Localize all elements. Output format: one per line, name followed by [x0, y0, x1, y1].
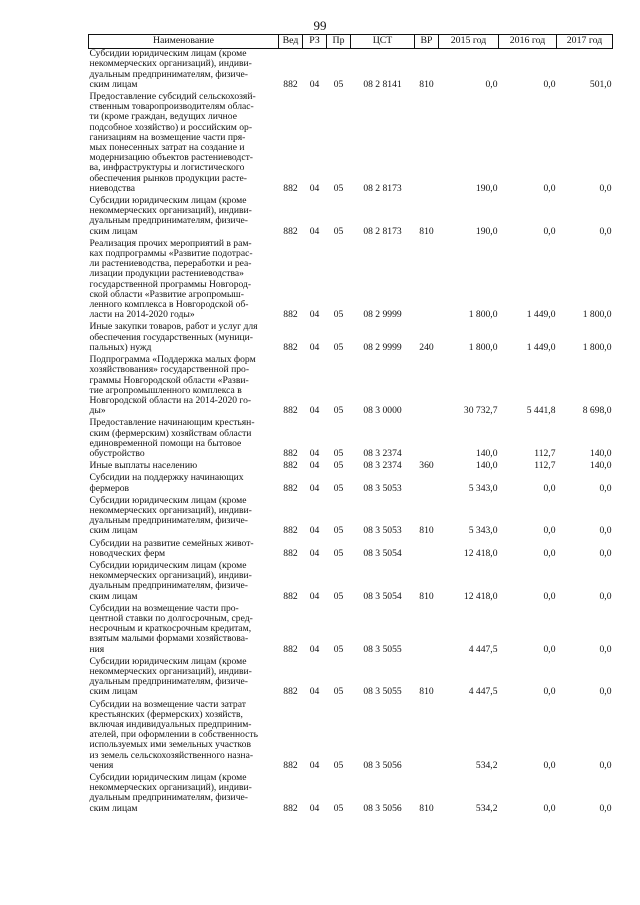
row-cst: 08 2 9999	[363, 309, 402, 321]
row-name-line: Субсидии юридическим лицам (кроме	[89, 559, 247, 571]
row-name-line: ниеводства	[89, 182, 136, 194]
row-name	[89, 418, 279, 461]
row-vr	[415, 355, 439, 418]
row-name-line: некоммерческих организаций), индиви-	[89, 504, 252, 516]
table-row	[89, 473, 613, 495]
row-2015: 30 732,7	[463, 405, 498, 417]
row-2017: 0,0	[599, 547, 612, 559]
row-name-line: ленного комплекса в Новгородской об-	[89, 299, 249, 311]
row-name-line: граммы Новгородской области «Разви-	[89, 374, 249, 386]
row-2016: 1 449,0	[526, 341, 556, 353]
row-cst: 08 3 5054	[363, 590, 402, 602]
budget-table	[88, 34, 613, 816]
row-vr: 810	[419, 686, 434, 698]
row-2016: 0,0	[543, 686, 556, 698]
row-name-line: центной ставки по долгосрочным, сред-	[89, 612, 253, 624]
table-row	[89, 49, 613, 92]
row-name	[89, 196, 279, 239]
row-ved: 882	[283, 759, 298, 771]
row-2017: 1 800,0	[582, 341, 612, 353]
row-name-line: Субсидии на развитие семейных живот-	[89, 537, 254, 549]
row-name-line: обеспечения государственных (муници-	[89, 331, 254, 343]
header-ved: Вед	[279, 35, 303, 49]
row-vr	[415, 700, 439, 773]
row-name-line: подсобное хозяйство) и российским ор-	[89, 121, 253, 133]
row-pr: 05	[333, 405, 344, 417]
header-cst: ЦСТ	[351, 35, 415, 49]
row-2017: 0,0	[599, 759, 612, 771]
row-pr: 05	[333, 482, 344, 494]
row-name-line: ским лицам	[89, 802, 138, 814]
row-2015: 140,0	[475, 460, 498, 472]
row-2017: 0,0	[599, 182, 612, 194]
row-name-line: Субсидии юридическим лицам (кроме	[89, 48, 247, 60]
row-name-line: фермеров	[89, 482, 130, 494]
row-2017: 0,0	[599, 525, 612, 537]
row-2015: 5 343,0	[468, 525, 498, 537]
row-name-line: ским лицам	[89, 225, 138, 237]
table-row	[89, 604, 613, 657]
row-cst: 08 3 5055	[363, 643, 402, 655]
row-pr: 05	[333, 182, 344, 194]
row-2015: 190,0	[475, 225, 498, 237]
row-pr: 05	[333, 643, 344, 655]
row-rz: 04	[309, 225, 320, 237]
row-vr	[415, 418, 439, 461]
row-name	[89, 496, 279, 539]
row-ved: 882	[283, 802, 298, 814]
row-name-line: ласти на 2014-2020 годы»	[89, 309, 195, 321]
row-name-line: Субсидии юридическим лицам (кроме	[89, 195, 247, 207]
row-pr: 05	[333, 78, 344, 90]
row-2016: 1 449,0	[526, 309, 556, 321]
row-name-line: дуальным предпринимателям, физиче-	[89, 515, 248, 527]
row-pr: 05	[333, 447, 344, 459]
row-rz: 04	[309, 78, 320, 90]
row-2015: 534,2	[475, 759, 498, 771]
table-row	[89, 322, 613, 355]
row-vr	[415, 239, 439, 323]
row-cst: 08 3 5053	[363, 525, 402, 537]
row-ved: 882	[283, 460, 298, 472]
row-2017: 140,0	[589, 460, 612, 472]
row-name-line: ния	[89, 643, 105, 655]
row-rz: 04	[309, 447, 320, 459]
row-rz: 04	[309, 405, 320, 417]
row-name-line: ках подпрограммы «Развитие подотрас-	[89, 248, 253, 260]
row-2017: 8 698,0	[582, 405, 612, 417]
row-ved: 882	[283, 525, 298, 537]
row-name	[89, 239, 279, 323]
row-name	[89, 92, 279, 196]
row-name-line: ским лицам	[89, 686, 138, 698]
row-name-line: некоммерческих организаций), индиви-	[89, 782, 252, 794]
row-2015: 12 418,0	[463, 590, 498, 602]
row-rz: 04	[309, 341, 320, 353]
row-name-line: дуальным предпринимателям, физиче-	[89, 68, 248, 80]
row-name	[89, 773, 279, 816]
header-vr: ВР	[415, 35, 439, 49]
row-ved: 882	[283, 447, 298, 459]
header-pr: Пр	[327, 35, 351, 49]
row-name-line: ли растениеводства, переработки и реа-	[89, 258, 252, 270]
row-name-line: ским лицам	[89, 525, 138, 537]
row-vr: 810	[419, 225, 434, 237]
row-vr: 360	[419, 460, 434, 472]
row-cst: 08 3 2374	[363, 460, 402, 472]
table-row	[89, 355, 613, 418]
row-name-line: Субсидии на поддержку начинающих	[89, 472, 244, 484]
row-name-line: ателей, при оформлении в собственность	[89, 729, 258, 741]
table-row	[89, 700, 613, 773]
row-name-line: Субсидии на возмещение части затрат	[89, 698, 246, 710]
row-cst: 08 2 9999	[363, 341, 402, 353]
row-2017: 0,0	[599, 643, 612, 655]
row-2015: 12 418,0	[463, 547, 498, 559]
row-name-line: государственной программы Новгород-	[89, 278, 252, 290]
row-name-line: Субсидии юридическим лицам (кроме	[89, 772, 247, 784]
row-rz: 04	[309, 525, 320, 537]
row-2016: 5 441,8	[526, 405, 556, 417]
row-2015: 534,2	[475, 802, 498, 814]
row-ved: 882	[283, 341, 298, 353]
row-2015: 4 447,5	[468, 686, 498, 698]
row-name	[89, 322, 279, 355]
row-rz: 04	[309, 482, 320, 494]
row-name-line: взятым малыми формами хозяйствова-	[89, 633, 249, 645]
row-name-line: лизации продукции растениеводства»	[89, 268, 244, 280]
row-rz: 04	[309, 686, 320, 698]
row-pr: 05	[333, 460, 344, 472]
row-pr: 05	[333, 525, 344, 537]
header-name: Наименование	[89, 35, 279, 49]
row-ved: 882	[283, 686, 298, 698]
row-name-line: ским лицам	[89, 590, 138, 602]
table-row	[89, 196, 613, 239]
row-vr: 240	[419, 341, 434, 353]
row-name	[89, 49, 279, 92]
row-ved: 882	[283, 225, 298, 237]
row-cst: 08 3 5056	[363, 802, 402, 814]
row-pr: 05	[333, 759, 344, 771]
row-name-line: ским лицам	[89, 78, 138, 90]
table-row	[89, 561, 613, 604]
table-row	[89, 539, 613, 561]
row-name	[89, 604, 279, 657]
row-2016: 0,0	[543, 590, 556, 602]
row-name-line: некоммерческих организаций), индиви-	[89, 570, 252, 582]
row-name-line: из земель сельскохозяйственного назна-	[89, 749, 254, 761]
header-2016: 2016 год	[499, 35, 557, 49]
row-name-line: Предоставление субсидий сельскохозяй-	[89, 91, 256, 103]
row-cst: 08 2 8173	[363, 182, 402, 194]
row-2015: 5 343,0	[468, 482, 498, 494]
row-2017: 1 800,0	[582, 309, 612, 321]
row-name-line: Иные закупки товаров, работ и услуг для	[89, 321, 258, 333]
row-2016: 0,0	[543, 759, 556, 771]
row-pr: 05	[333, 341, 344, 353]
row-rz: 04	[309, 759, 320, 771]
row-name-line: чения	[89, 759, 114, 771]
row-vr: 810	[419, 525, 434, 537]
row-ved: 882	[283, 590, 298, 602]
row-name	[89, 473, 279, 495]
row-name-line: ским (фермерским) хозяйствам области	[89, 427, 252, 439]
row-cst: 08 3 5054	[363, 547, 402, 559]
row-2016: 0,0	[543, 78, 556, 90]
row-2016: 0,0	[543, 643, 556, 655]
row-pr: 05	[333, 686, 344, 698]
row-2015: 4 447,5	[468, 643, 498, 655]
table-row	[89, 418, 613, 461]
row-name-line: Подпрограмма «Поддержка малых форм	[89, 354, 256, 366]
row-2015: 0,0	[485, 78, 498, 90]
row-name-line: Реализация прочих мероприятий в рам-	[89, 237, 252, 249]
row-name	[89, 561, 279, 604]
row-2017: 0,0	[599, 686, 612, 698]
header-2017: 2017 год	[557, 35, 613, 49]
row-name-line: Субсидии на возмещение части про-	[89, 602, 239, 614]
row-name-line: используемых ими земельных участков	[89, 739, 251, 751]
row-2016: 0,0	[543, 225, 556, 237]
row-cst: 08 3 5056	[363, 759, 402, 771]
row-2016: 112,7	[534, 447, 556, 459]
row-vr	[415, 539, 439, 561]
row-rz: 04	[309, 460, 320, 472]
row-ved: 882	[283, 643, 298, 655]
row-2016: 0,0	[543, 525, 556, 537]
page-number: 99	[313, 18, 327, 33]
header-2015: 2015 год	[439, 35, 499, 49]
row-name-line: Предоставление начинающим крестьян-	[89, 417, 255, 429]
row-2015: 1 800,0	[468, 309, 498, 321]
row-vr	[415, 473, 439, 495]
row-cst: 08 2 8141	[363, 78, 402, 90]
row-rz: 04	[309, 590, 320, 602]
row-name-line: некоммерческих организаций), индиви-	[89, 665, 252, 677]
table-row	[89, 773, 613, 816]
row-name-line: Субсидии юридическим лицам (кроме	[89, 494, 247, 506]
table-row	[89, 496, 613, 539]
row-rz: 04	[309, 182, 320, 194]
row-name-line: ской области «Развитие агропромыш-	[89, 288, 244, 300]
table-row	[89, 239, 613, 323]
row-cst: 08 3 0000	[363, 405, 402, 417]
row-vr	[415, 604, 439, 657]
row-ved: 882	[283, 78, 298, 90]
row-vr: 810	[419, 802, 434, 814]
row-cst: 08 3 2374	[363, 447, 402, 459]
row-ved: 882	[283, 309, 298, 321]
row-ved: 882	[283, 482, 298, 494]
row-2017: 0,0	[599, 482, 612, 494]
row-rz: 04	[309, 802, 320, 814]
row-pr: 05	[333, 547, 344, 559]
row-cst: 08 3 5055	[363, 686, 402, 698]
row-2015: 190,0	[475, 182, 498, 194]
row-pr: 05	[333, 225, 344, 237]
row-name-line: ганизациям на возмещение части пря-	[89, 131, 246, 143]
row-name-line: единовременной помощи на бытовое	[89, 437, 242, 449]
row-name-line: обустройство	[89, 447, 145, 459]
row-rz: 04	[309, 643, 320, 655]
row-name-line: пальных) нужд	[89, 341, 152, 353]
row-2016: 0,0	[543, 802, 556, 814]
row-name	[89, 700, 279, 773]
row-name-line: дуальным предпринимателям, физиче-	[89, 215, 248, 227]
row-vr: 810	[419, 590, 434, 602]
row-name-line: тие агропромышленного комплекса в	[89, 384, 242, 396]
table-header-row	[89, 35, 613, 49]
row-rz: 04	[309, 309, 320, 321]
header-rz: РЗ	[303, 35, 327, 49]
row-name-line: ственным товаропроизводителям облас-	[89, 101, 254, 113]
row-name-line: некоммерческих организаций), индиви-	[89, 58, 252, 70]
row-2017: 140,0	[589, 447, 612, 459]
row-2015: 1 800,0	[468, 341, 498, 353]
row-name	[89, 539, 279, 561]
row-name-line: ды»	[89, 405, 106, 417]
row-name-line: Новгородской области на 2014-2020 го-	[89, 394, 252, 406]
row-name-line: модернизацию объектов растениеводст-	[89, 152, 253, 164]
row-name-line: дуальным предпринимателям, физиче-	[89, 580, 248, 592]
row-name-line: дуальным предпринимателям, физиче-	[89, 676, 248, 688]
table-row	[89, 92, 613, 196]
row-name	[89, 657, 279, 700]
row-ved: 882	[283, 182, 298, 194]
row-cst: 08 3 5053	[363, 482, 402, 494]
row-name	[89, 355, 279, 418]
table-row	[89, 657, 613, 700]
row-2016: 0,0	[543, 182, 556, 194]
row-2015: 140,0	[475, 447, 498, 459]
row-name-line: хозяйствования» государственной про-	[89, 364, 250, 376]
row-vr: 810	[419, 78, 434, 90]
row-2016: 112,7	[534, 460, 556, 472]
row-name-line: обеспечения рынков продукции расте-	[89, 172, 247, 184]
row-name-line: новодческих ферм	[89, 547, 166, 559]
row-2017: 0,0	[599, 225, 612, 237]
row-name-line: несрочным и краткосрочным кредитам,	[89, 623, 252, 635]
row-2016: 0,0	[543, 547, 556, 559]
row-2017: 0,0	[599, 802, 612, 814]
row-name-line: некоммерческих организаций), индиви-	[89, 205, 252, 217]
row-cst: 08 2 8173	[363, 225, 402, 237]
row-2017: 0,0	[599, 590, 612, 602]
row-2016: 0,0	[543, 482, 556, 494]
row-name-line: мых понесенных затрат на создание и	[89, 142, 245, 154]
row-name-line: Субсидии юридическим лицам (кроме	[89, 655, 247, 667]
row-vr	[415, 92, 439, 196]
row-ved: 882	[283, 547, 298, 559]
row-name-line: ва, инфраструктуры и логистического	[89, 162, 245, 174]
row-2017: 501,0	[589, 78, 612, 90]
row-name-line: Иные выплаты населению	[89, 460, 198, 472]
row-pr: 05	[333, 309, 344, 321]
row-name-line: включая индивидуальных предприним-	[89, 719, 252, 730]
row-ved: 882	[283, 405, 298, 417]
row-name-line: ти (кроме граждан, ведущих личное	[89, 111, 237, 123]
row-pr: 05	[333, 590, 344, 602]
row-rz: 04	[309, 547, 320, 559]
row-name-line: дуальным предпринимателям, физиче-	[89, 792, 248, 804]
row-pr: 05	[333, 802, 344, 814]
row-name-line: крестьянских (фермерских) хозяйств,	[89, 708, 243, 720]
